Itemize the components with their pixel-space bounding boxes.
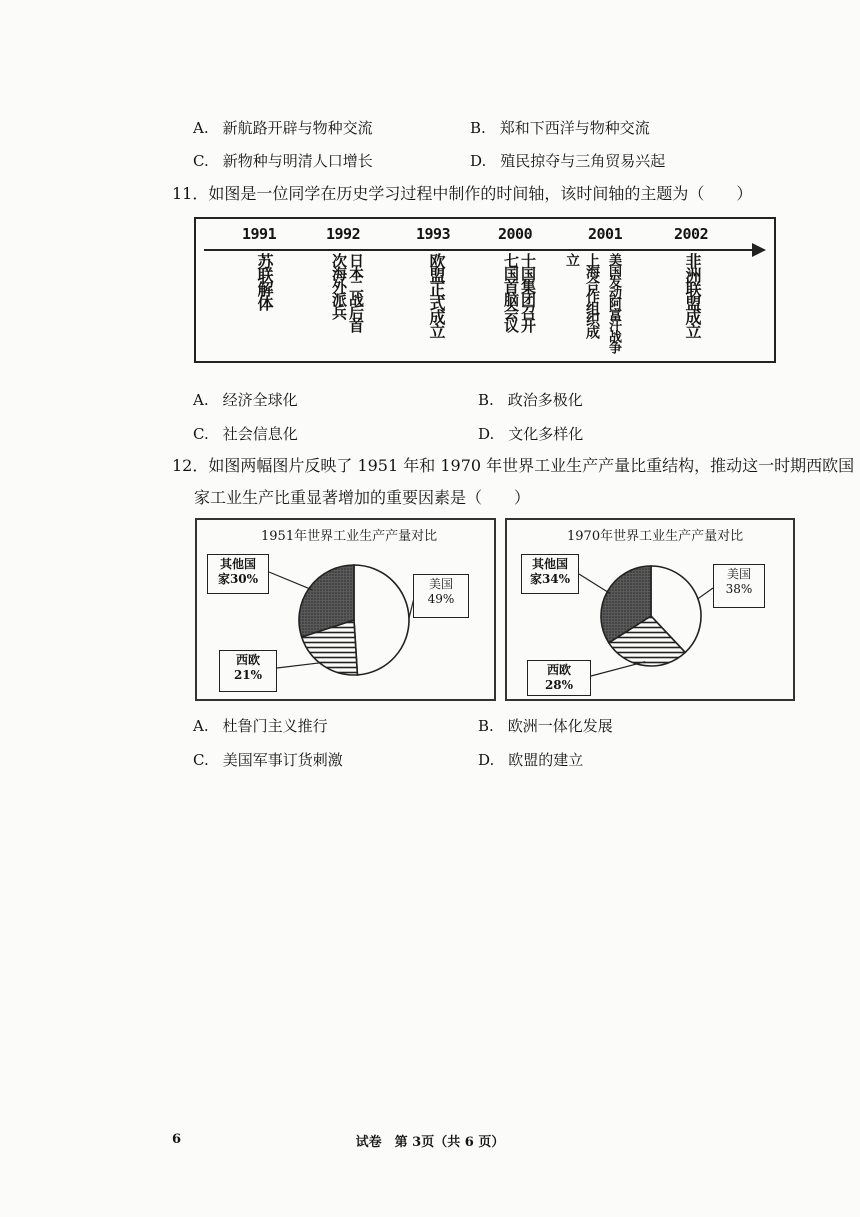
option-label: D.: [470, 152, 487, 170]
pie-slice-usa: [354, 565, 409, 675]
leader-line: [277, 662, 325, 668]
timeline-event: 欧盟正式成立: [427, 253, 446, 337]
option-text: 经济全球化: [222, 391, 298, 409]
timeline-year: 2001: [588, 225, 623, 243]
option-label: B.: [478, 717, 494, 735]
option-text: 郑和下西洋与物种交流: [499, 119, 650, 137]
option-text: 美国军事订货刺激: [222, 751, 343, 769]
slice-label: 其他国 家34%: [529, 557, 571, 586]
timeline-year: 1992: [326, 225, 361, 243]
slice-label: 西欧 28%: [544, 663, 574, 692]
option-text: 文化多样化: [508, 425, 584, 443]
callout-usa: [413, 574, 469, 618]
timeline-event: 苏联解体: [255, 253, 274, 309]
option-label: A.: [193, 391, 209, 409]
option-label: D.: [478, 751, 495, 769]
q12-option-c: [193, 749, 343, 770]
page-number: 6: [172, 1132, 182, 1147]
option-text: 欧盟的建立: [508, 751, 584, 769]
timeline-year: 1991: [242, 225, 277, 243]
chart-title: 1951年世界工业生产产量对比: [261, 529, 438, 544]
q12-option-b: [478, 715, 613, 736]
option-label: D.: [478, 425, 495, 443]
option-label: C.: [193, 425, 209, 443]
option-label: A.: [193, 119, 209, 137]
timeline-year: 2000: [498, 225, 533, 243]
timeline-event: 美国发动阿富汗战争: [606, 253, 621, 352]
callout-western-europe: [219, 650, 277, 692]
callout-other: [207, 554, 269, 594]
timeline-event: 日本二战后首次海外派兵: [330, 253, 365, 331]
option-text: 政治多极化: [507, 391, 583, 409]
callout-other: [521, 554, 579, 594]
option-label: B.: [478, 391, 494, 409]
timeline-year: 1993: [416, 225, 451, 243]
q12-stem-line1: 12．如图两幅图片反映了 1951 年和 1970 年世界工业生产产量比重结构，推动这一时期西欧国: [172, 456, 855, 475]
timeline-year: 2002: [674, 225, 709, 243]
leader-line: [579, 574, 611, 594]
option-label: B.: [470, 119, 486, 137]
chart-title: 1970年世界工业生产产量对比: [567, 529, 744, 544]
slice-label: 美国 38%: [725, 567, 753, 596]
q11-stem: 11．如图是一位同学在历史学习过程中制作的时间轴，该时间轴的主题为（ ）: [172, 184, 753, 203]
option-text: 杜鲁门主义推行: [222, 717, 328, 735]
option-text: 新物种与明清人口增长: [222, 152, 373, 170]
pie-chart-1951: [195, 518, 496, 701]
q12-option-d: [478, 749, 583, 770]
slice-label: 西欧 21%: [233, 653, 263, 682]
option-label: C.: [193, 152, 209, 170]
leader-line: [591, 662, 645, 676]
slice-label: 其他国 家30%: [217, 557, 259, 586]
timeline-figure: [194, 217, 776, 363]
timeline-event: 上海合作组织成立: [564, 253, 600, 337]
option-text: 殖民掠夺与三角贸易兴起: [500, 152, 666, 170]
q10-option-b: [470, 117, 650, 138]
callout-usa: [713, 564, 765, 608]
option-text: 欧洲一体化发展: [507, 717, 613, 735]
option-label: C.: [193, 751, 209, 769]
timeline-axis: [204, 249, 754, 251]
option-label: A.: [193, 717, 209, 735]
q11-option-c: [193, 423, 298, 444]
q11-option-b: [478, 389, 583, 410]
q12-option-a: [193, 715, 328, 736]
q10-option-d: [470, 150, 665, 171]
timeline-arrow-icon: [752, 243, 766, 257]
q10-option-a: [193, 117, 373, 138]
q12-stem-line2: 家工业生产比重显著增加的重要因素是（ ）: [194, 488, 531, 507]
callout-western-europe: [527, 660, 591, 696]
option-text: 社会信息化: [222, 425, 298, 443]
pie-chart-1970: [505, 518, 795, 701]
leader-line: [697, 588, 713, 599]
q11-option-d: [478, 423, 583, 444]
q11-option-a: [193, 389, 298, 410]
timeline-event: 十国集团召开七国首脑会议: [502, 253, 537, 331]
leader-line: [269, 572, 313, 590]
option-text: 新航路开辟与物种交流: [222, 119, 373, 137]
page-footer: 试卷 第 3页（共 6 页）: [355, 1135, 505, 1150]
q10-option-c: [193, 150, 373, 171]
slice-label: 美国 49%: [427, 577, 455, 606]
timeline-event: 非洲联盟成立: [683, 253, 702, 337]
